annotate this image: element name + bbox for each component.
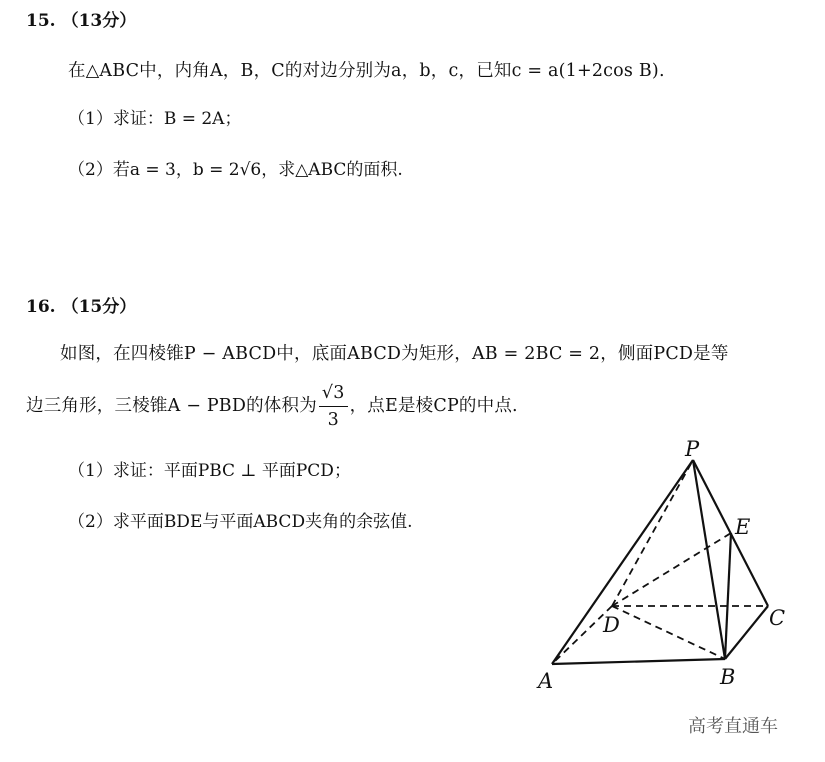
label-A: A — [538, 669, 554, 693]
watermark-text: 高考直通车 — [688, 716, 778, 737]
q15-part2: （2）若a = 3，b = 2√6，求△ABC的面积. — [68, 160, 403, 180]
edge-AB — [552, 659, 725, 664]
label-E: E — [735, 515, 751, 539]
volume-fraction: $\frac{√3}{3}$ — [319, 380, 348, 433]
pyramid-figure — [520, 435, 805, 695]
edge-DB — [612, 606, 725, 659]
edge-BE — [725, 533, 731, 659]
edge-DE — [612, 533, 731, 606]
label-B: B — [720, 665, 736, 689]
q16-part2: （2）求平面BDE与平面ABCD夹角的余弦值. — [68, 512, 413, 532]
q16-part1: （1）求证：平面PBC ⊥ 平面PCD； — [68, 461, 351, 481]
q15-number: 15. （13分） — [26, 11, 137, 31]
q15-part1: （1）求证：B = 2A； — [68, 109, 242, 129]
edge-PD — [612, 460, 693, 606]
q15-stem: 在△ABC中，内角A，B，C的对边分别为a，b，c，已知c = a(1+2cos B). — [68, 61, 665, 81]
edge-BC — [725, 606, 768, 659]
label-P: P — [685, 437, 700, 461]
label-C: C — [769, 606, 786, 630]
q16-number: 16. （15分） — [26, 297, 137, 317]
q16-stem-line2: 边三角形，三棱锥A − PBD的体积为 $\frac{√3}{3}$ ，点E是棱CP的中点. — [26, 380, 518, 433]
q16-stem-line1: 如图，在四棱锥P − ABCD中，底面ABCD为矩形，AB = 2BC = 2，侧面PCD是等 — [60, 344, 729, 364]
label-D: D — [603, 613, 620, 637]
